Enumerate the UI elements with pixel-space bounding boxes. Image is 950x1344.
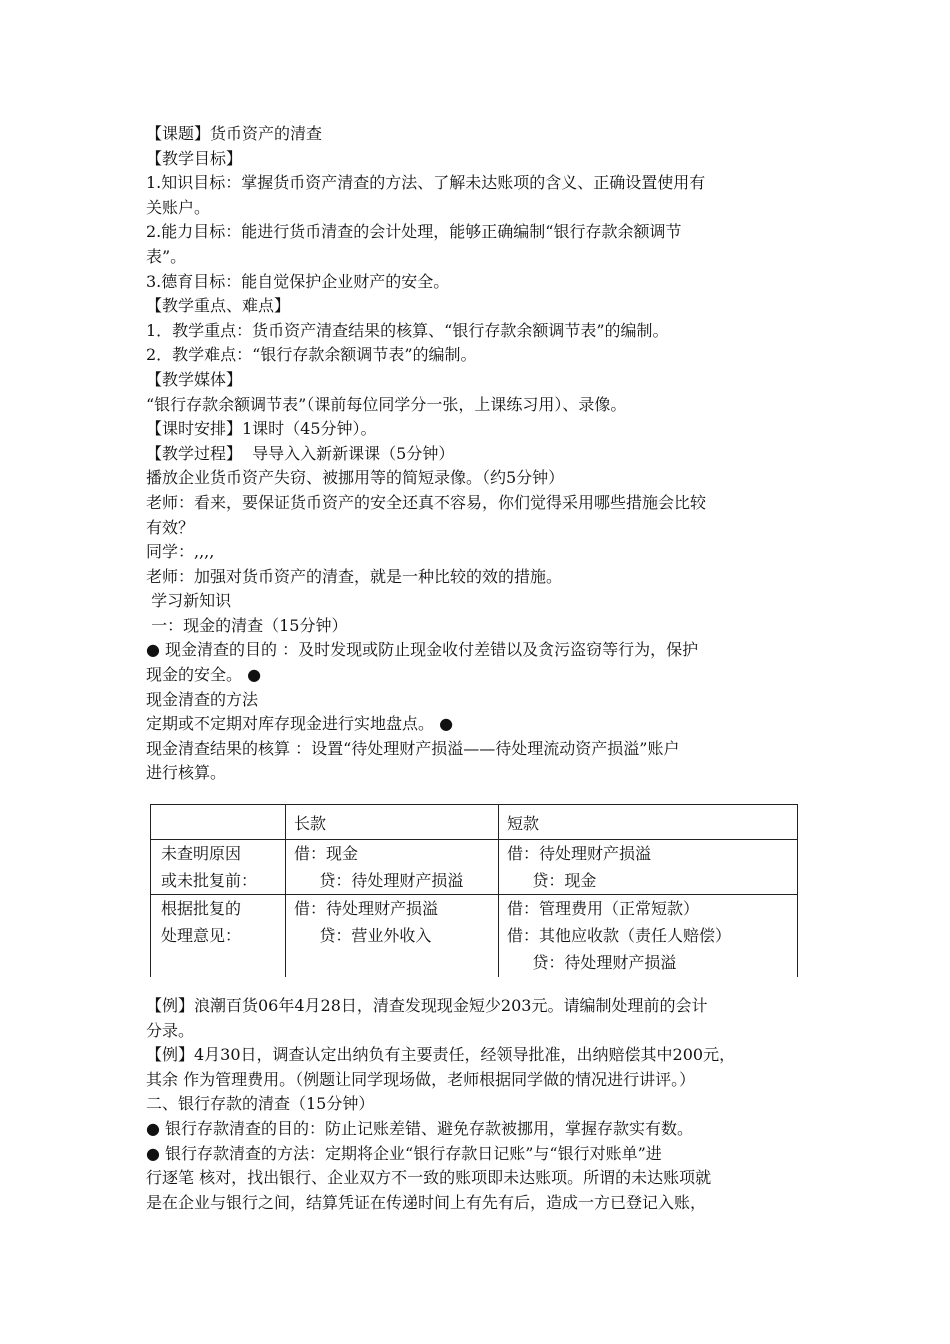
- doc-line: 学习新知识: [146, 591, 232, 611]
- doc-line: 【教学目标】: [146, 148, 243, 168]
- doc-line: 【例】浪潮百货06年4月28日，清查发现现金短少203元。请编制处理前的会计: [146, 996, 708, 1015]
- doc-line: 表”。: [146, 246, 187, 266]
- cell-line: 贷：现金: [507, 871, 597, 890]
- table-header-cell-empty: [151, 805, 286, 840]
- long-entry-cell: [286, 895, 499, 978]
- table-header-long: 长款: [286, 805, 499, 840]
- doc-line: 其余 作为管理费用。（例题让同学现场做，老师根据同学做的情况进行讲评。）: [146, 1069, 696, 1089]
- doc-line: 【课题】货币资产的清查: [146, 124, 323, 143]
- doc-line: 是在企业与银行之间，结算凭证在传递时间上有先有后，造成一方已登记入账，: [146, 1192, 707, 1212]
- cell-line: 贷：营业外收入: [294, 926, 432, 945]
- doc-line: 1．教学重点：货币资产清查结果的核算、“银行存款余额调节表”的编制。: [146, 320, 669, 340]
- doc-line: 2．教学难点：“银行存款余额调节表”的编制。: [146, 345, 477, 365]
- doc-line: 有效？: [146, 517, 195, 537]
- cell-line: 未查明原因: [161, 844, 242, 863]
- table-header-short: 短款: [499, 805, 798, 840]
- doc-line: 关账户。: [146, 197, 211, 217]
- cell-line: 借：待处理财产损溢: [507, 844, 652, 863]
- cell-line: 借：其他应收款（责任人赔偿）: [507, 926, 732, 945]
- doc-line: 现金清查结果的核算 ：设置“待处理财产损溢——待处理流动资产损溢”账户: [146, 738, 680, 758]
- cell-line: 贷：待处理财产损溢: [294, 871, 464, 890]
- cell-line: 借：待处理财产损溢: [294, 899, 439, 918]
- document-body-bottom: [146, 994, 810, 1215]
- doc-line: 进行核算。: [146, 763, 227, 783]
- doc-line: 现金的安全。 ●: [146, 665, 262, 685]
- doc-line: 【教学过程】 导导入入新新课课（5分钟）: [146, 443, 455, 463]
- doc-line: ● 现金清查的目的 ：及时发现或防止现金收付差错以及贪污盗窃等行为，保护: [146, 640, 699, 660]
- cell-line: 借：管理费用（正常短款）: [507, 899, 700, 918]
- doc-line: 分录。: [146, 1020, 195, 1040]
- doc-line: 3.德育目标：能自觉保护企业财产的安全。: [146, 271, 450, 291]
- doc-line: ● 银行存款清查的方法：定期将企业“银行存款日记账”与“银行对账单”进: [146, 1143, 662, 1163]
- short-entry-cell: [499, 840, 798, 895]
- cell-line: 或未批复前：: [161, 871, 258, 890]
- cell-line: 借：现金: [294, 844, 359, 863]
- cell-line: 贷：待处理财产损溢: [507, 953, 677, 972]
- long-entry-cell: [286, 840, 499, 895]
- document-body-top: [146, 122, 810, 786]
- doc-line: ● 银行存款清查的目的：防止记账差错、避免存款被挪用，掌握存款实有数。: [146, 1118, 694, 1138]
- doc-line: 老师：看来，要保证货币资产的安全还真不容易，你们觉得采用哪些措施会比较: [146, 492, 707, 512]
- row-label-cell: [151, 895, 286, 978]
- cell-line: 根据批复的: [161, 899, 242, 918]
- doc-line: 2.能力目标：能进行货币清查的会计处理，能够正确编制“银行存款余额调节: [146, 222, 682, 242]
- doc-line: 【教学媒体】: [146, 369, 243, 389]
- doc-line: 【课时安排】1课时（45分钟）。: [146, 419, 377, 439]
- table-row: [151, 895, 798, 978]
- doc-line: 同学：,,,,: [146, 542, 215, 562]
- doc-line: 播放企业货币资产失窃、被挪用等的简短录像。（约5分钟）: [146, 468, 565, 488]
- short-entry-cell: [499, 895, 798, 978]
- doc-line: 【教学重点、难点】: [146, 296, 291, 316]
- doc-line: “银行存款余额调节表”（课前每位同学分一张，上课练习用）、录像。: [146, 394, 627, 414]
- table-header-row: [151, 805, 798, 840]
- cell-line: 处理意见：: [161, 926, 242, 945]
- doc-line: 老师：加强对货币资产的清查，就是一种比较的效的措施。: [146, 566, 563, 586]
- row-label-cell: [151, 840, 286, 895]
- doc-line: 现金清查的方法: [146, 689, 259, 709]
- table-row: [151, 840, 798, 895]
- doc-line: 一：现金的清查（15分钟）: [146, 615, 348, 635]
- doc-line: 1.知识目标：掌握货币资产清查的方法、了解未达账项的含义、正确设置使用有: [146, 173, 706, 193]
- doc-line: 定期或不定期对库存现金进行实地盘点。 ●: [146, 714, 454, 734]
- doc-line: 二、银行存款的清查（15分钟）: [146, 1094, 375, 1114]
- doc-line: 行逐笔 核对，找出银行、企业双方不一致的账项即未达账项。所谓的未达账项就: [146, 1168, 712, 1188]
- cash-check-accounting-table: [150, 804, 798, 977]
- doc-line: 【例】4月30日，调查认定出纳负有主要责任，经领导批准，出纳赔偿其中200元，: [146, 1045, 736, 1065]
